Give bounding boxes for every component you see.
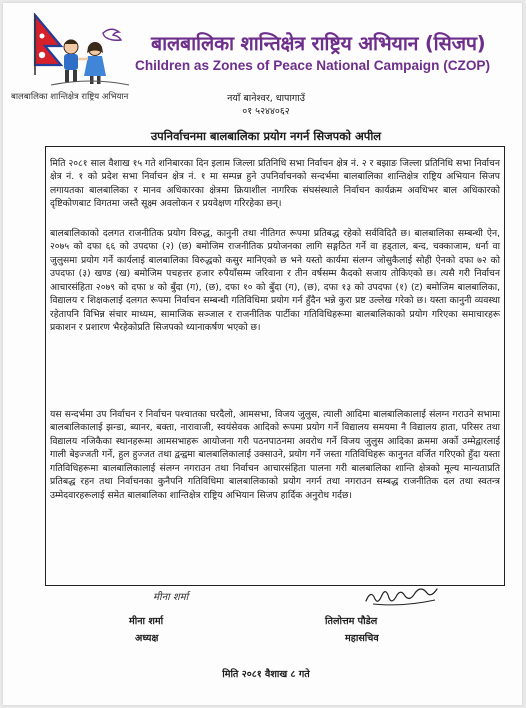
org-name-nepali: बालबालिका शान्तिक्षेत्र राष्ट्रिय अभियान (सिजप)	[151, 32, 486, 55]
signature-script-left: मीना शर्मा	[153, 592, 189, 603]
signatory-left-role: अध्यक्ष	[135, 633, 159, 644]
org-name-english: Children as Zones of Peace National Campaign (CZOP)	[135, 58, 491, 73]
body-paragraph-2: बालबालिकाको दलगत राजनीतिक प्रयोग विरुद्ध, कानुनी तथा नीतिगत रूपमा प्रतिबद्ध रहेको सर्वविदितै छ। बालबालिका सम्बन्धी ऐन, २०७५ को दफा ६६ को उपदफा (२) (छ) बमोजिम राजनीतिक प्रयोजनका लागि सङ्गठित गर्ने वा हड्ताल, बन्द, चक्काजाम, धर्ना वा जुलुसमा प्रयोग गर्ने कार्यलाई बालबालिका विरुद्धको कसुर मानिएको छ भने यस्तो कार्यमा संलग्न जोसुकैलाई सोही ऐनको दफा ७२ को उपदफा (३) खण्ड (ख) बमोजिम पचहत्तर हजार रुपैयाँसम्म जरिवाना र तीन वर्षसम्म कैदको सजाय तोकिएको छ। त्यसै गरी निर्वाचन आचारसंहिता २०७९ को दफा ४ को बुँदा (ग), (छ), दफा १० को बुँदा (ग), (छ), दफा १३ को उपदफा (१) (ट) बमोजिम बालबालिका, विद्यालय र शिक्षकलाई दलगत रूपमा निर्वाचन सम्बन्धी गतिविधिमा प्रयोग गर्न हुँदैन भन्ने कुरा प्रष्ट उल्लेख गरेको छ। यस्ता कानुनी व्यवस्था रहेतापनि विभिन्न संचार माध्यम, सामाजिक सञ्जाल र राजनीतिक पार्टीका गतिविधिहरूमा बालबालिकाको प्रयोग गरिएका समाचारहरू प्रकाशन र प्रशारण भैरहेकोप्रति सिजपको ध्यानाकर्षण भएको छ।	[50, 228, 500, 334]
footer-date: मिति २०८१ वैशाख ८ गते	[222, 669, 310, 680]
body-frame	[45, 146, 505, 586]
signatory-right-role: महासचिव	[345, 633, 379, 644]
signatory-left-name: मीना शर्मा	[129, 616, 164, 627]
phone-number: ०१ ५२४४०६२	[242, 106, 290, 117]
address: नयाँ बानेश्वर, धापागाउँ	[227, 93, 305, 104]
handwritten-signature-right	[363, 585, 443, 609]
letter-title: उपनिर्वाचनमा बालबालिका प्रयोग नगर्न सिजपको अपील	[150, 129, 382, 143]
body-paragraph-1: मिति २०८१ साल वैशाख १५ गते शनिबारका दिन इलाम जिल्ला प्रतिनिधि सभा निर्वाचन क्षेत्र नं. २ र बझाङ जिल्ला प्रतिनिधि सभा निर्वाचन क्षेत्र नं. १ को प्रदेश सभा निर्वाचन क्षेत्र नं. १ मा सम्पन्न हुने उपनिर्वाचनको सन्दर्भमा बालबालिका शान्तिक्षेत्र राष्ट्रिय अभियान सिजप लगायतका बालबालिका र मानव अधिकारका क्षेत्रमा क्रियाशील नागरिक संघसंस्थाले निर्वाचन कार्यक्रम अवधिभर बाल अधिकारको दृष्टिकोणबाट विगतमा जस्तै सूक्ष्म अवलोकन र प्रयवेक्षण गरिरहेका छन्।	[50, 158, 500, 210]
signatory-right-name: तिलोत्तम पौडेल	[325, 616, 378, 627]
logo-caption: बालबालिका शान्तिक्षेत्र राष्ट्रिय अभियान	[11, 92, 129, 102]
handwritten-signature-left	[151, 587, 221, 605]
body-paragraph-3: यस सन्दर्भमा उप निर्वाचन र निर्वाचन पश्चातका घरदैलो, आमसभा, विजय जुलुस, त्याली आदिमा बालबालिकालाई संलग्न गराउने सभामा बालबालिकालाई झन्डा, ब्यानर, बक्ता, नारावाजी, स्वयंसेवक आदिको रूपमा प्रयोग गर्ने विद्यालय समयमा नै विद्यालय हाता, परिसर तथा विद्यालय नजिकैका स्थानहरूमा आमसभाहरू आयोजना गरी पठनपाठनमा अवरोध गर्ने विजय जुलुस आदिका क्रममा अर्को उम्मेद्वारलाई गाली बेइज्जती गर्ने, हुल हुज्जत तथा द्वन्द्वमा बालबालिकालाई उक्साउने, प्रयोग गर्ने जस्ता गतिविधिहरू कानुनत वर्जित गरिएको हुँदा यस्ता गतिविधिहरूमा बालबालिकालाई संलग्न नगराउन तथा निर्वाचन आचारसंहिता पालना गरी बालबालिका शान्ति क्षेत्रको मूल्य मान्यताप्रति प्रतिबद्ध रहन तथा निर्वाचनका कुनैपनि गतिविधिमा बालबालिकाको प्रयोग नगर्न तथा नगराउन सम्बद्ध राजनीतिक दल तथा स्वतन्त्र उम्मेदवारहरूलाई समेत बालबालिका शान्तिक्षेत्र राष्ट्रिय अभियान सिजप हार्दिक अनुरोध गर्दछ।	[50, 409, 500, 501]
letter-page	[3, 3, 522, 705]
